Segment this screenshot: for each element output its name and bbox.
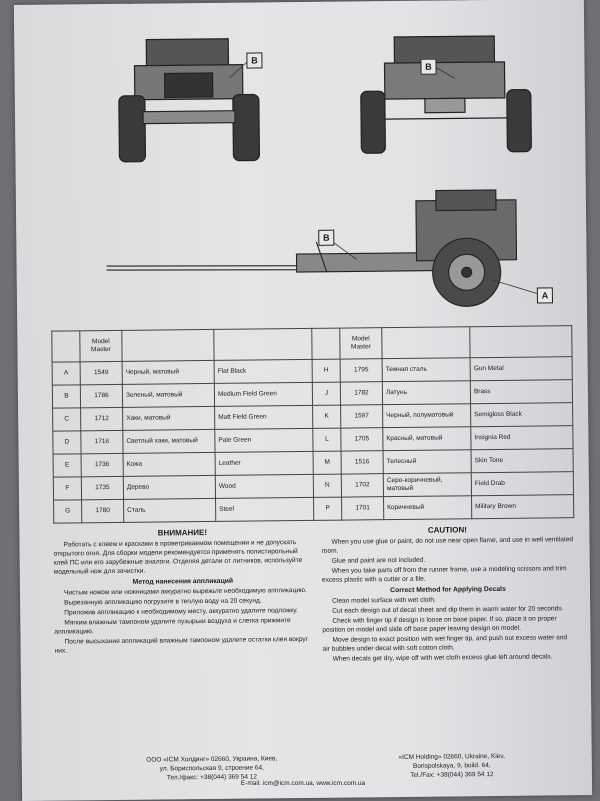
paint-name-ru: Светлый хаки, матовый — [123, 429, 215, 453]
paint-code: N — [313, 474, 341, 497]
en-address-line: «ICM Holding» 02660, Ukraine, Kiev, — [398, 752, 506, 762]
model-master-number: 1735 — [81, 476, 123, 499]
en-address — [352, 751, 552, 780]
model-master-number: 1716 — [81, 430, 123, 453]
paint-name-ru: Латунь — [382, 381, 470, 405]
paint-name-ru: Хаки, матовый — [123, 406, 215, 430]
paint-code: D — [53, 431, 81, 454]
paint-name-en: Steel — [216, 497, 314, 521]
header-model-master-2: Model Master — [340, 328, 382, 359]
model-master-number: 1782 — [340, 382, 382, 405]
paint-name-ru: Серо-коричневый, матовый — [383, 473, 471, 497]
callout-b-rear: B — [420, 59, 436, 75]
paint-name-en: Medium Field Green — [214, 382, 312, 406]
paint-name-en: Insignia Red — [471, 426, 573, 450]
model-master-number: 1786 — [80, 384, 122, 407]
instructions-text — [53, 524, 575, 749]
paint-name-ru: Черный, матовый — [122, 360, 214, 384]
ru-step: Приложив аппликацию к необходимому месту, аккуратно удалите подложку. — [64, 607, 298, 617]
ru-warning-text: Работать с клеем и красками в проветриваемом помещении и не допускать открытого огня. Для сборки модели рекомендуется применять полистирольный клей ПС или его зарубежные аналоги. Отделяя детали от литников, используйте модельный нож для зачистки. — [53, 539, 303, 576]
vehicle-rear-view — [360, 36, 531, 154]
en-address-line: Borispolskaya, 9, build. 64, — [412, 762, 491, 770]
paint-name-ru: Кожа — [123, 452, 215, 476]
paint-code: P — [314, 497, 342, 520]
paint-code: G — [54, 500, 82, 523]
vehicle-drawings — [14, 0, 587, 330]
paint-name-en: Military Brown — [472, 495, 574, 519]
gun-side-view — [106, 190, 517, 310]
paint-name-en: Gun Metal — [470, 357, 572, 381]
paint-name-en: Semigloss Black — [471, 403, 573, 427]
paint-name-ru: Телесный — [383, 450, 471, 474]
paint-code: K — [313, 405, 341, 428]
paint-name-ru: Черный, полуматовый — [383, 404, 471, 428]
paint-code: L — [313, 428, 341, 451]
ru-warning-title: ВНИМАНИЕ! — [157, 528, 208, 538]
ru-address — [112, 754, 312, 783]
paint-table — [51, 325, 574, 523]
en-warning-text: When you take parts off from the runner frame, use a modeling scissors and trim excess plastic with a cutter or a file. — [321, 565, 567, 584]
model-master-number: 1736 — [81, 453, 123, 476]
vehicle-front-view — [118, 38, 259, 161]
model-master-number: 1702 — [341, 474, 383, 497]
instruction-sheet — [14, 0, 592, 801]
english-instructions — [321, 524, 574, 665]
en-step: Check with finger tip if design is loose on base paper. If so, place it on proper position on model and slide off base paper leaving design on model. — [322, 615, 557, 634]
paint-code: E — [53, 454, 81, 477]
en-warning-text: Glue and paint are not included. — [331, 556, 426, 565]
en-step: Move design to exact position with wet finger tip, and push out excess water and air bubbles under decal with soft cotton cloth. — [322, 634, 568, 653]
header-model-master: Model Master — [80, 330, 122, 361]
ru-step: После высыхания аппликаций влажным тампоном удалите остатки клея вокруг них. — [54, 635, 309, 655]
ru-step: Чистым ножом или ножницами аккуратно вырежьте необходимую аппликацию. — [63, 586, 307, 597]
callout-a-side: A — [537, 287, 553, 303]
paint-code: H — [312, 359, 340, 382]
ru-address-line: Тел./факс: +38(044) 369 54 12 — [166, 773, 258, 782]
en-method-title: Correct Method for Applying Decals — [390, 585, 506, 595]
en-warning-title: CAUTION! — [427, 525, 467, 535]
en-warning-text: When you use glue or paint, do not use near open flame, and use in well ventilated room. — [321, 536, 574, 555]
paint-name-en: Field Drab — [471, 472, 573, 496]
paint-name-en: Matt Field Green — [215, 405, 313, 429]
paint-name-en: Skin Tone — [471, 449, 573, 473]
model-master-number: 1549 — [80, 361, 122, 384]
paint-code: F — [53, 477, 81, 500]
paint-code: J — [312, 382, 340, 405]
model-master-number: 1701 — [342, 497, 384, 520]
ru-address-line: ООО «ICM Холдинг» 02660, Украина, Киев, — [146, 755, 278, 764]
model-master-number: 1712 — [81, 407, 123, 430]
paint-name-ru: Дерево — [123, 475, 215, 499]
en-step: When decals get dry, wipe off with wet cloth excess glue left around decals. — [332, 653, 553, 663]
paint-name-ru: Красный, матовый — [383, 427, 471, 451]
en-step: Clean model surface with wet cloth. — [332, 596, 436, 605]
ru-step: Мягким влажным тампоном удалите пузырьки воздуха и слегка прижмите аппликацию. — [54, 617, 291, 636]
contact-email[interactable]: E-mail: icm@icm.com.ua, www.icm.com.ua — [240, 780, 366, 787]
ru-step: Вырезанную аппликацию погрузите в теплую воду на 20 секунд. — [64, 597, 262, 607]
paint-code: M — [313, 451, 341, 474]
table-row — [54, 495, 574, 523]
model-master-number: 1795 — [340, 359, 382, 382]
ru-method-title: Метод нанесения аппликаций — [132, 577, 234, 586]
paint-name-ru: Коричневый — [384, 496, 472, 520]
paint-name-en: Brass — [470, 380, 572, 404]
ru-address-line: ул. Бориспольская 9, строение 64, — [159, 764, 264, 773]
model-master-number: 1780 — [82, 499, 124, 522]
en-address-line: Tel./Fax: +38(044) 369 54 12 — [410, 771, 494, 779]
paint-name-en: Leather — [215, 451, 313, 475]
paint-code: B — [52, 385, 80, 408]
callout-b-side: B — [318, 230, 334, 246]
model-master-number: 1705 — [341, 428, 383, 451]
russian-instructions — [53, 527, 312, 657]
paint-code: A — [52, 362, 80, 385]
paint-name-en: Flat Black — [214, 359, 312, 383]
paint-name-ru: Темная сталь — [382, 358, 470, 382]
paint-name-ru: Зеленый, матовый — [122, 383, 214, 407]
model-master-number: 1597 — [341, 405, 383, 428]
paint-name-en: Wood — [215, 474, 313, 498]
paint-name-en: Pale Green — [215, 428, 313, 452]
paint-code: C — [53, 408, 81, 431]
model-master-number: 1516 — [341, 451, 383, 474]
paint-name-ru: Сталь — [124, 498, 216, 522]
en-step: Cut each design out of decal sheet and dip them in warm water for 20 seconds. — [332, 605, 564, 615]
callout-b-front: B — [246, 52, 262, 68]
